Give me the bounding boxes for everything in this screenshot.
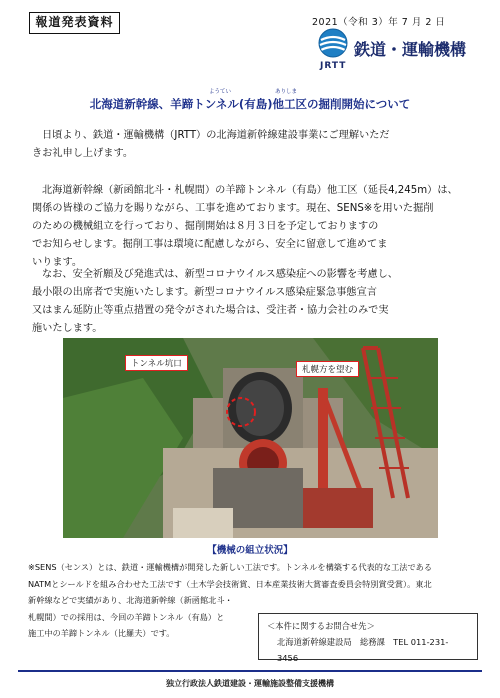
organization-footer: 独立行政法人鉄道建設・運輸施設整備支援機構: [166, 679, 334, 688]
jrtt-logo-icon: [318, 28, 348, 58]
paragraph-greeting: [32, 127, 472, 163]
paragraph-announcement: [32, 182, 472, 272]
text-line: 北海道新幹線（新函館北斗・札幌間）の羊蹄トンネル（有島）他工区（延長4,245m）は、: [42, 185, 458, 196]
text-line: 施いたします。: [32, 323, 103, 334]
callout-sapporo-view: 札幌方を望む: [296, 361, 359, 377]
text-line: のための機械組立を行っており、掘削開始は８月３日を予定しておりますの: [32, 221, 379, 232]
text-line: 又はまん延防止等重点措置の発令がされた場合は、受注者・協力会社のみで実: [32, 305, 389, 316]
text-line: きお礼申し上げます。: [32, 148, 134, 159]
press-release-stamp: 報道発表資料: [29, 12, 120, 34]
footnote-line: 施工中の羊蹄トンネル（比羅夫）です。: [28, 628, 175, 638]
text-line: いります。: [32, 257, 83, 268]
ruby-youtei: ようてい: [209, 89, 232, 95]
footnote-line: ※SENS（センス）とは、鉄道・運輸機構が開発した新しい工法です。トンネルを構築する代表的な工法である: [28, 562, 433, 572]
photo-caption: 【機械の組立状況】: [207, 545, 293, 556]
text-line: 日頃より、鉄道・運輸機構（JRTT）の北海道新幹線建設事業にご理解いただ: [42, 130, 390, 141]
footnote-line: 札幌間）での採用は、今回の羊蹄トンネル（有島）と: [28, 611, 225, 622]
text-line: 最小限の出席者で実施いたします。新型コロナウイルス感染症緊急事態宣言: [32, 287, 377, 298]
callout-tunnel-portal: トンネル坑口: [125, 355, 188, 371]
ruby-arishima: ありしま: [275, 89, 298, 95]
release-date: 2021（令和 3）年 7 月 2 日: [312, 17, 446, 28]
text-line: でお知らせします。掘削工事は環境に配慮しながら、安全に留意して進めてま: [32, 239, 388, 250]
construction-photo: [63, 338, 438, 538]
footnote-line: NATMとシールドを組み合わせた工法です（土木学会技術賞、日本産業技術大賞審査委員会特別賞受賞）。東北: [28, 578, 432, 589]
text-line: 関係の皆様のご協力を賜りながら、工事を進めております。現在、SENS※を用いた掘削: [32, 203, 434, 214]
contact-heading: ＜本件に関するお問合せ先＞: [267, 621, 375, 631]
page-title: 北海道新幹線、羊蹄トンネル(有島)他工区の掘削開始について: [89, 97, 411, 111]
footnote-sens: [28, 559, 478, 592]
contact-detail: 北海道新幹線建設局 総務課 TEL 011-231-3456: [277, 637, 449, 663]
footnote-line: 新幹線などで実績があり、北海道新幹線（新函館北斗・: [28, 595, 233, 605]
logo-abbr: JRTT: [320, 61, 347, 71]
text-line: なお、安全祈願及び発進式は、新型コロナウイルス感染症への影響を考慮し、: [42, 269, 398, 280]
contact-box: [258, 613, 478, 663]
logo-name: 鉄道・運輸機構: [354, 40, 467, 59]
footer-divider: [18, 670, 482, 672]
jrtt-logo: [318, 28, 478, 76]
paragraph-ceremony: [32, 266, 472, 338]
footnote-sens-continued: [28, 592, 256, 642]
construction-photo-illustration: [63, 338, 438, 538]
